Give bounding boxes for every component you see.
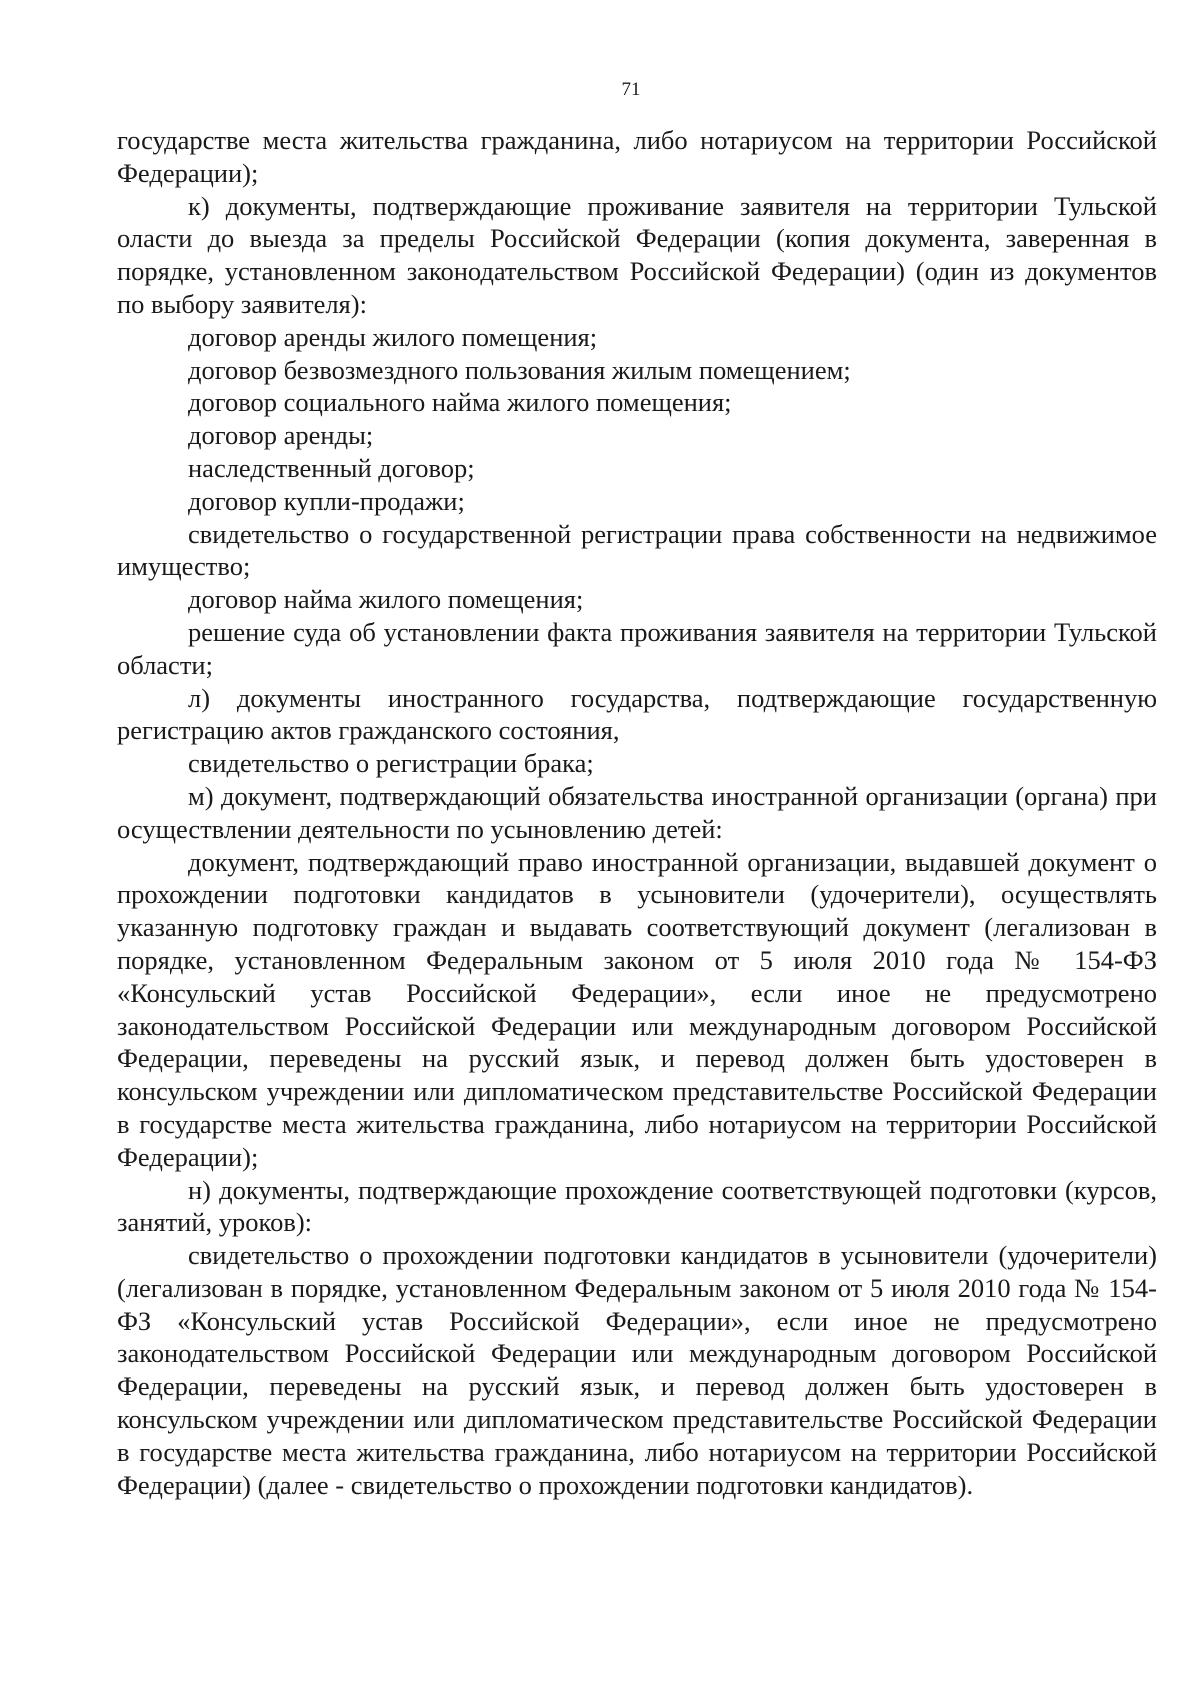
paragraph-item-m: м) документ, подтверждающий обязательства иностранной организации (органа) при осуществлении деятельности по усыновлению детей: xyxy=(117,780,1157,844)
list-item: решение суда об установлении факта проживания заявителя на территории Тульской области; xyxy=(117,616,1157,680)
list-item: договор безвозмездного пользования жилым помещением; xyxy=(188,354,851,385)
list-item: договор найма жилого помещения; xyxy=(188,584,584,615)
paragraph: государстве места жительства гражданина, либо нотариусом на территории Российской Федерации); xyxy=(117,125,1157,188)
paragraph-item-l: л) документы иностранного государства, подтверждающие государственную регистрацию актов гражданского состояния, xyxy=(117,682,1157,746)
list-item: договор аренды; xyxy=(188,420,374,451)
list-item: свидетельство о государственной регистрации права собственности на недвижимое имущество; xyxy=(117,518,1157,582)
list-item: договор социального найма жилого помещения; xyxy=(188,387,732,418)
page-number: 71 xyxy=(621,79,641,100)
paragraph-item-k: к) документы, подтверждающие проживание заявителя на территории Тульской оласти до выезда за пределы Российской Федерации (копия документа, заверенная в порядке, установленном законодательством Российской Федерации) (один из документов по выбору заявителя): xyxy=(117,190,1157,319)
list-item: наследственный договор; xyxy=(188,452,475,483)
paragraph: свидетельство о прохождении подготовки кандидатов в усыновители (удочерители) (легализован в порядке, установленном Федеральным законом от 5 июля 2010 года № 154-ФЗ «Консульский устав Российской Федерации», если иное не предусмотрено законодательством Российской Федерации или международным договором Российской Федерации, переведены на русский язык, и перевод должен быть удостоверен в консульском учреждении или дипломатическом представительстве Российской Федерации в государстве места жительства гражданина, либо нотариусом на территории Российской Федерации) (далее - свидетельство о прохождении подготовки кандидатов). xyxy=(117,1240,1157,1500)
list-item: договор аренды жилого помещения; xyxy=(188,321,598,352)
paragraph: документ, подтверждающий право иностранной организации, выдавшей документ о прохождении подготовки кандидатов в усыновители (удочерители), осуществлять указанную подготовку граждан и выдавать соответствующий документ (легализован в порядке, установленном Федеральным законом от 5 июля 2010 года № 154-ФЗ «Консульский устав Российской Федерации», если иное не предусмотрено законодательством Российской Федерации или международным договором Российской Федерации, переведены на русский язык, и перевод должен быть удостоверен в консульском учреждении или дипломатическом представительстве Российской Федерации в государстве места жительства гражданина, либо нотариусом на территории Российской Федерации); xyxy=(117,846,1157,1172)
paragraph-item-n: н) документы, подтверждающие прохождение соответствующей подготовки (курсов, занятий, уроков): xyxy=(117,1174,1157,1238)
list-item: договор купли-продажи; xyxy=(188,485,465,516)
document-body xyxy=(117,124,1157,1501)
list-item: свидетельство о регистрации брака; xyxy=(188,748,594,779)
